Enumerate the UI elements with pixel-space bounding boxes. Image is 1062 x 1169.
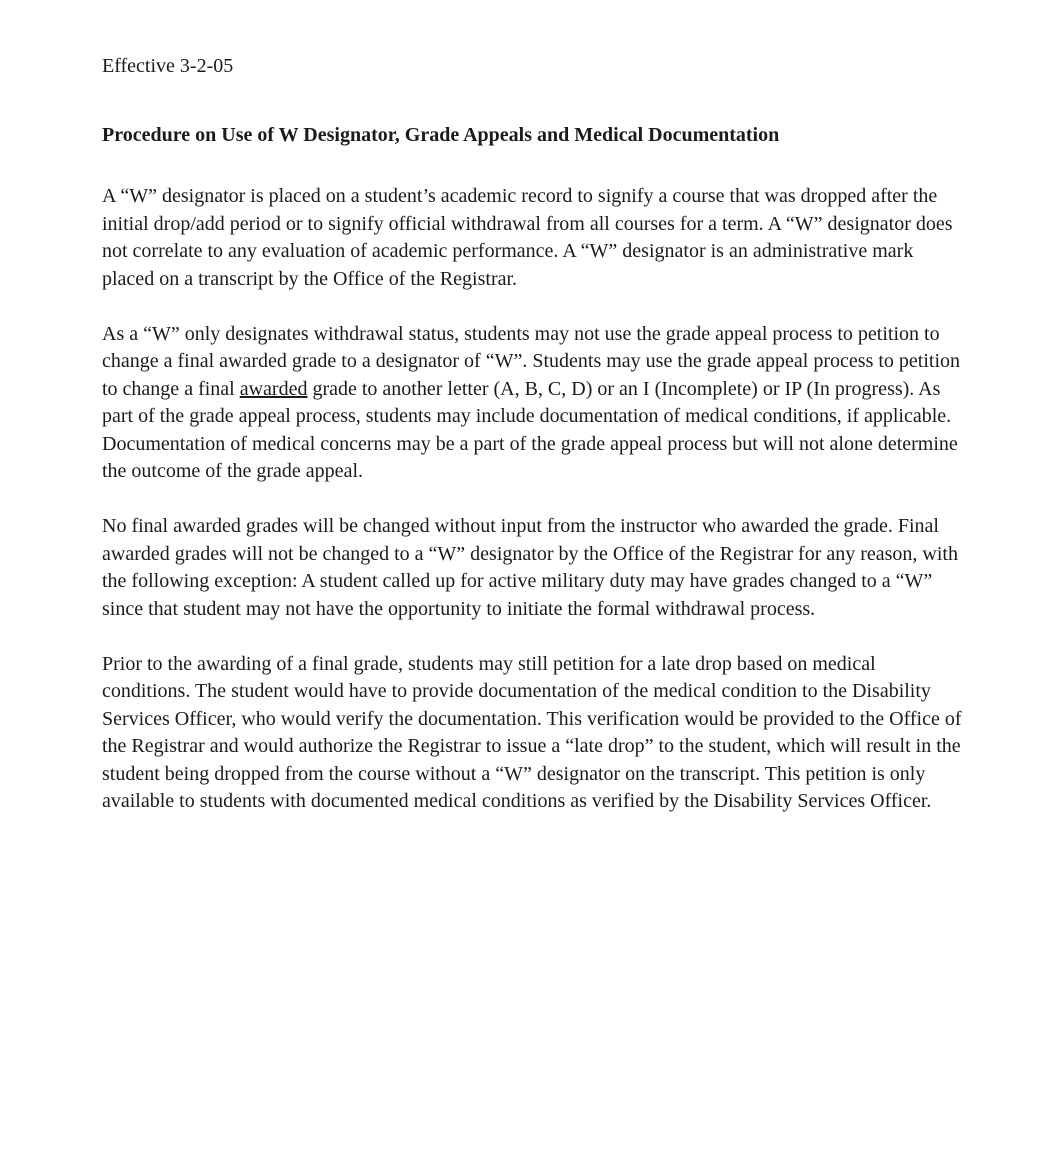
underlined-word-awarded: awarded (239, 377, 308, 400)
paragraph-grade-appeal-part1: As a “W” only designates withdrawal status, students may not use the grade appeal process to petition to change a final awarded grade to a designator of “W”. Students may use the grade appeal process to petition to change a final (102, 322, 961, 400)
paragraph-grade-change-rules: No final awarded grades will be changed without input from the instructor who awarded the grade. Final awarded grades will not be changed to a “W” designator by the Office of the Registrar for any reason, with the following exception: A student called up for active military duty may have grades changed to a “W” since that student may not have the opportunity to initiate the formal withdrawal process. (102, 515, 958, 620)
effective-date-line: Effective 3-2-05 (102, 55, 234, 77)
paragraph-late-drop-petition: Prior to the awarding of a final grade, students may still petition for a late drop based on medical conditions. The student would have to provide documentation of the medical condition to the Disability Services Officer, who would verify the documentation. This verification would be provided to the Office of the Registrar and would authorize the Registrar to issue a “late drop” to the student, which will result in the student being dropped from the course without a “W” designator on the transcript. This petition is only available to students with documented medical conditions as verified by the Disability Services Officer. (102, 652, 962, 812)
paragraph-grade-appeal-part2: grade to another letter (A, B, C, D) or an I (Incomplete) or IP (In progress). As part of the grade appeal process, students may include documentation of medical conditions, if applicable. Documentation of medical concerns may be a part of the grade appeal process but will not alone determine the outcome of the grade appeal. (102, 377, 958, 482)
document-title: Procedure on Use of W Designator, Grade Appeals and Medical Documentation (102, 123, 780, 146)
paragraph-w-designator-definition: A “W” designator is placed on a student’s academic record to signify a course that was dropped after the initial drop/add period or to signify official withdrawal from all courses for a term. A “W” designator does not correlate to any evaluation of academic performance. A “W” designator is an administrative mark placed on a transcript by the Office of the Registrar. (102, 185, 953, 290)
document-content (102, 53, 964, 816)
paragraph-grade-appeal-process (102, 321, 964, 486)
